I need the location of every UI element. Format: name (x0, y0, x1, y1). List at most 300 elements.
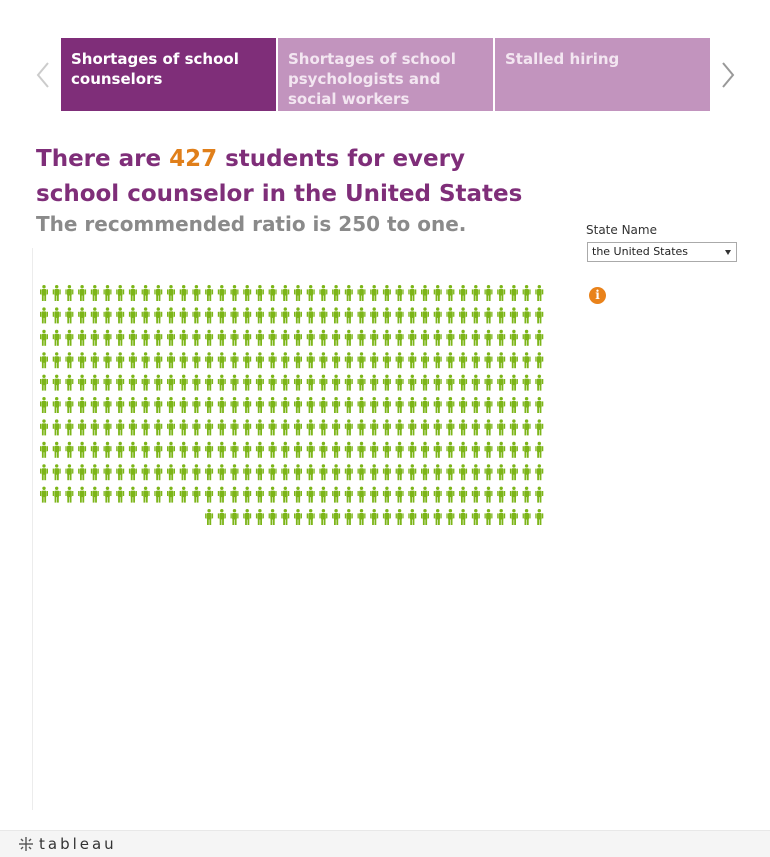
person-icon (383, 442, 391, 458)
person-icon (485, 375, 493, 391)
person-icon (180, 397, 188, 413)
person-icon (345, 375, 353, 391)
person-icon (510, 464, 518, 480)
person-icon (269, 285, 277, 301)
person-icon (65, 352, 73, 368)
person-icon (459, 352, 467, 368)
person-icon (332, 352, 340, 368)
person-icon (142, 375, 150, 391)
person-icon (370, 375, 378, 391)
person-icon (485, 307, 493, 323)
person-icon (434, 419, 442, 435)
person-icon (78, 352, 86, 368)
person-icon (434, 397, 442, 413)
person-icon (472, 487, 480, 503)
person-icon (256, 397, 264, 413)
person-icon (116, 419, 124, 435)
person-icon (154, 487, 162, 503)
person-icon (485, 487, 493, 503)
person-icon (65, 442, 73, 458)
person-icon (142, 397, 150, 413)
person-icon (446, 509, 454, 525)
info-icon[interactable]: i (589, 287, 606, 304)
person-icon (358, 397, 366, 413)
person-icon (523, 285, 531, 301)
person-icon (116, 397, 124, 413)
person-icon (180, 464, 188, 480)
person-icon (535, 307, 543, 323)
person-icon (510, 419, 518, 435)
person-icon (383, 419, 391, 435)
person-icon (459, 330, 467, 346)
person-icon (243, 419, 251, 435)
person-icon (104, 352, 112, 368)
person-icon (294, 352, 302, 368)
person-icon (218, 330, 226, 346)
person-icon (510, 375, 518, 391)
person-icon (370, 285, 378, 301)
person-icon (497, 397, 505, 413)
person-icon (319, 509, 327, 525)
person-icon (459, 307, 467, 323)
person-icon (281, 442, 289, 458)
person-icon (78, 330, 86, 346)
person-icon (332, 509, 340, 525)
person-icon (485, 352, 493, 368)
person-icon (167, 397, 175, 413)
person-icon (281, 307, 289, 323)
person-icon (358, 285, 366, 301)
person-icon (129, 397, 137, 413)
person-icon (307, 352, 315, 368)
person-icon (243, 509, 251, 525)
person-icon (294, 307, 302, 323)
subheadline: The recommended ratio is 250 to one. (36, 212, 467, 236)
person-icon (142, 464, 150, 480)
person-icon (370, 397, 378, 413)
person-icon (91, 352, 99, 368)
person-icon (65, 330, 73, 346)
person-icon (40, 419, 48, 435)
person-icon (383, 397, 391, 413)
person-icon (421, 419, 429, 435)
person-icon (332, 285, 340, 301)
person-icon (345, 464, 353, 480)
person-icon (345, 419, 353, 435)
person-icon (192, 487, 200, 503)
person-icon (446, 330, 454, 346)
person-icon (345, 442, 353, 458)
person-icon (510, 487, 518, 503)
person-icon (358, 509, 366, 525)
person-icon (205, 487, 213, 503)
person-icon (104, 419, 112, 435)
person-icon (383, 285, 391, 301)
person-icon (294, 285, 302, 301)
headline-prefix: There are (36, 146, 170, 172)
person-icon (218, 352, 226, 368)
person-icon (269, 307, 277, 323)
person-icon (243, 375, 251, 391)
person-icon (383, 487, 391, 503)
tab-stalled-hiring[interactable]: Stalled hiring (495, 38, 710, 111)
person-icon (281, 285, 289, 301)
person-icon (307, 285, 315, 301)
person-icon (523, 464, 531, 480)
person-icon (396, 419, 404, 435)
person-icon (383, 330, 391, 346)
person-icon (396, 375, 404, 391)
person-icon (485, 397, 493, 413)
person-icon (472, 352, 480, 368)
person-icon (205, 285, 213, 301)
person-icon (256, 509, 264, 525)
person-icon (205, 509, 213, 525)
person-icon (91, 464, 99, 480)
person-icon (294, 419, 302, 435)
person-icon (358, 442, 366, 458)
person-icon (129, 375, 137, 391)
person-icon (281, 375, 289, 391)
person-icon (269, 375, 277, 391)
person-icon (129, 330, 137, 346)
person-icon (231, 419, 239, 435)
person-icon (497, 330, 505, 346)
person-icon (345, 285, 353, 301)
person-icon (40, 487, 48, 503)
person-icon (294, 464, 302, 480)
person-icon (154, 307, 162, 323)
person-icon (408, 285, 416, 301)
person-icon (142, 352, 150, 368)
person-icon (281, 509, 289, 525)
person-icon (421, 442, 429, 458)
person-icon (116, 464, 124, 480)
person-icon (40, 330, 48, 346)
person-icon (78, 464, 86, 480)
person-icon (167, 375, 175, 391)
person-icon (396, 442, 404, 458)
person-icon (307, 442, 315, 458)
person-icon (497, 419, 505, 435)
filter-label: State Name (586, 223, 657, 237)
person-icon (459, 509, 467, 525)
person-icon (497, 442, 505, 458)
person-icon (370, 464, 378, 480)
person-icon (167, 487, 175, 503)
person-icon (167, 442, 175, 458)
person-icon (421, 352, 429, 368)
person-icon (91, 307, 99, 323)
person-icon (192, 397, 200, 413)
person-icon (269, 442, 277, 458)
person-icon (446, 442, 454, 458)
person-icon (307, 397, 315, 413)
person-icon (358, 375, 366, 391)
person-icon (434, 442, 442, 458)
person-icon (497, 375, 505, 391)
person-icon (523, 307, 531, 323)
person-icon (154, 352, 162, 368)
person-icon (243, 352, 251, 368)
person-icon (104, 285, 112, 301)
person-icon (180, 442, 188, 458)
person-icon (497, 464, 505, 480)
person-icon (116, 442, 124, 458)
person-icon (523, 509, 531, 525)
person-icon (459, 285, 467, 301)
person-icon (256, 375, 264, 391)
person-icon (358, 487, 366, 503)
person-icon (370, 330, 378, 346)
person-icon (78, 487, 86, 503)
person-icon (459, 487, 467, 503)
person-icon (231, 397, 239, 413)
person-icon (129, 285, 137, 301)
person-icon (218, 487, 226, 503)
person-icon (408, 330, 416, 346)
person-icon (192, 442, 200, 458)
person-icon (523, 442, 531, 458)
person-icon (53, 375, 61, 391)
person-icon (231, 330, 239, 346)
person-icon (459, 442, 467, 458)
person-icon (180, 285, 188, 301)
person-icon (129, 307, 137, 323)
person-icon (91, 375, 99, 391)
person-icon (256, 307, 264, 323)
person-icon (142, 487, 150, 503)
person-icon (370, 352, 378, 368)
person-icon (535, 442, 543, 458)
person-icon (396, 307, 404, 323)
person-icon (243, 397, 251, 413)
person-icon (218, 464, 226, 480)
person-icon (383, 509, 391, 525)
person-icon (396, 285, 404, 301)
person-icon (142, 419, 150, 435)
person-icon (40, 397, 48, 413)
tableau-logo[interactable] (17, 835, 117, 853)
person-icon (434, 352, 442, 368)
person-icon (294, 375, 302, 391)
person-icon (281, 464, 289, 480)
person-icon (535, 397, 543, 413)
person-icon (510, 330, 518, 346)
person-icon (142, 330, 150, 346)
person-icon (167, 419, 175, 435)
person-icon (142, 285, 150, 301)
person-icon (383, 352, 391, 368)
person-icon (104, 375, 112, 391)
person-icon (91, 397, 99, 413)
person-icon (408, 307, 416, 323)
person-icon (167, 285, 175, 301)
person-icon (345, 307, 353, 323)
person-icon (307, 307, 315, 323)
person-icon (91, 419, 99, 435)
person-icon (332, 375, 340, 391)
person-icon (53, 487, 61, 503)
person-icon (523, 375, 531, 391)
person-icon (358, 352, 366, 368)
person-icon (205, 464, 213, 480)
person-icon (434, 464, 442, 480)
person-icon (154, 330, 162, 346)
person-icon (78, 442, 86, 458)
person-icon (78, 397, 86, 413)
person-icon (319, 442, 327, 458)
person-icon (180, 419, 188, 435)
person-icon (510, 285, 518, 301)
person-icon (345, 352, 353, 368)
person-icon (104, 464, 112, 480)
person-icon (319, 330, 327, 346)
person-icon (154, 285, 162, 301)
person-icon (205, 375, 213, 391)
person-icon (192, 307, 200, 323)
person-icon (40, 285, 48, 301)
person-icon (154, 442, 162, 458)
person-icon (497, 487, 505, 503)
person-icon (510, 509, 518, 525)
person-icon (78, 375, 86, 391)
person-icon (154, 397, 162, 413)
person-icon (218, 419, 226, 435)
person-icon (243, 487, 251, 503)
tab-psychologists-social-workers[interactable]: Shortages of school psychologists and social workers (278, 38, 493, 111)
person-icon (256, 352, 264, 368)
person-icon (218, 375, 226, 391)
person-icon (332, 307, 340, 323)
person-icon (370, 487, 378, 503)
person-icon (396, 464, 404, 480)
person-icon (319, 352, 327, 368)
person-icon (40, 442, 48, 458)
person-icon (358, 419, 366, 435)
person-icon (345, 330, 353, 346)
person-icon (294, 509, 302, 525)
person-icon (192, 419, 200, 435)
person-icon (446, 419, 454, 435)
person-icon (256, 442, 264, 458)
person-icon (192, 285, 200, 301)
headline-suffix: students for every school counselor in the United States (36, 146, 523, 207)
person-icon (459, 419, 467, 435)
person-icon (65, 397, 73, 413)
person-icon (535, 352, 543, 368)
person-icon (446, 375, 454, 391)
person-icon (370, 509, 378, 525)
person-icon (535, 464, 543, 480)
person-icon (472, 330, 480, 346)
person-icon (434, 330, 442, 346)
person-icon (205, 330, 213, 346)
person-icon (434, 375, 442, 391)
person-icon (434, 509, 442, 525)
person-icon (269, 419, 277, 435)
person-icon (535, 330, 543, 346)
person-icon (510, 442, 518, 458)
person-icon (332, 330, 340, 346)
person-icon (243, 307, 251, 323)
person-icon (319, 464, 327, 480)
person-icon (332, 442, 340, 458)
person-icon (256, 419, 264, 435)
person-icon (434, 307, 442, 323)
person-icon (243, 330, 251, 346)
person-icon (243, 464, 251, 480)
person-icon (116, 330, 124, 346)
person-icon (40, 375, 48, 391)
person-icon (523, 352, 531, 368)
person-icon (345, 397, 353, 413)
person-icon (281, 487, 289, 503)
tab-school-counselors[interactable]: Shortages of school counselors (61, 38, 276, 111)
person-icon (446, 397, 454, 413)
person-icon (205, 442, 213, 458)
person-icon (218, 397, 226, 413)
person-icon (180, 352, 188, 368)
person-icon (192, 352, 200, 368)
person-icon (485, 285, 493, 301)
person-icon (497, 509, 505, 525)
person-icon (142, 442, 150, 458)
person-icon (307, 464, 315, 480)
person-icon (383, 307, 391, 323)
person-icon (510, 307, 518, 323)
person-icon (231, 509, 239, 525)
person-icon (307, 509, 315, 525)
person-icon (91, 487, 99, 503)
person-icon (281, 330, 289, 346)
person-icon (231, 307, 239, 323)
person-icon (78, 285, 86, 301)
person-icon (421, 487, 429, 503)
person-icon (421, 285, 429, 301)
person-icon (53, 419, 61, 435)
person-icon (180, 375, 188, 391)
person-icon (231, 375, 239, 391)
person-icon (205, 397, 213, 413)
person-icon (408, 509, 416, 525)
headline-number: 427 (169, 146, 218, 172)
person-icon (307, 330, 315, 346)
person-icon (408, 397, 416, 413)
person-icon (472, 442, 480, 458)
person-icon (510, 352, 518, 368)
person-icon (116, 307, 124, 323)
person-icon (167, 464, 175, 480)
person-icon (154, 375, 162, 391)
person-icon (256, 330, 264, 346)
person-icon (472, 307, 480, 323)
person-icon (180, 487, 188, 503)
person-icon (472, 464, 480, 480)
person-icon (104, 330, 112, 346)
person-icon (116, 487, 124, 503)
person-icon (218, 442, 226, 458)
person-icon (523, 419, 531, 435)
person-icon (446, 307, 454, 323)
person-icon (332, 419, 340, 435)
person-icon (269, 509, 277, 525)
person-icon (218, 307, 226, 323)
person-icon (446, 352, 454, 368)
person-icon (294, 397, 302, 413)
person-icon (319, 285, 327, 301)
person-icon (142, 307, 150, 323)
